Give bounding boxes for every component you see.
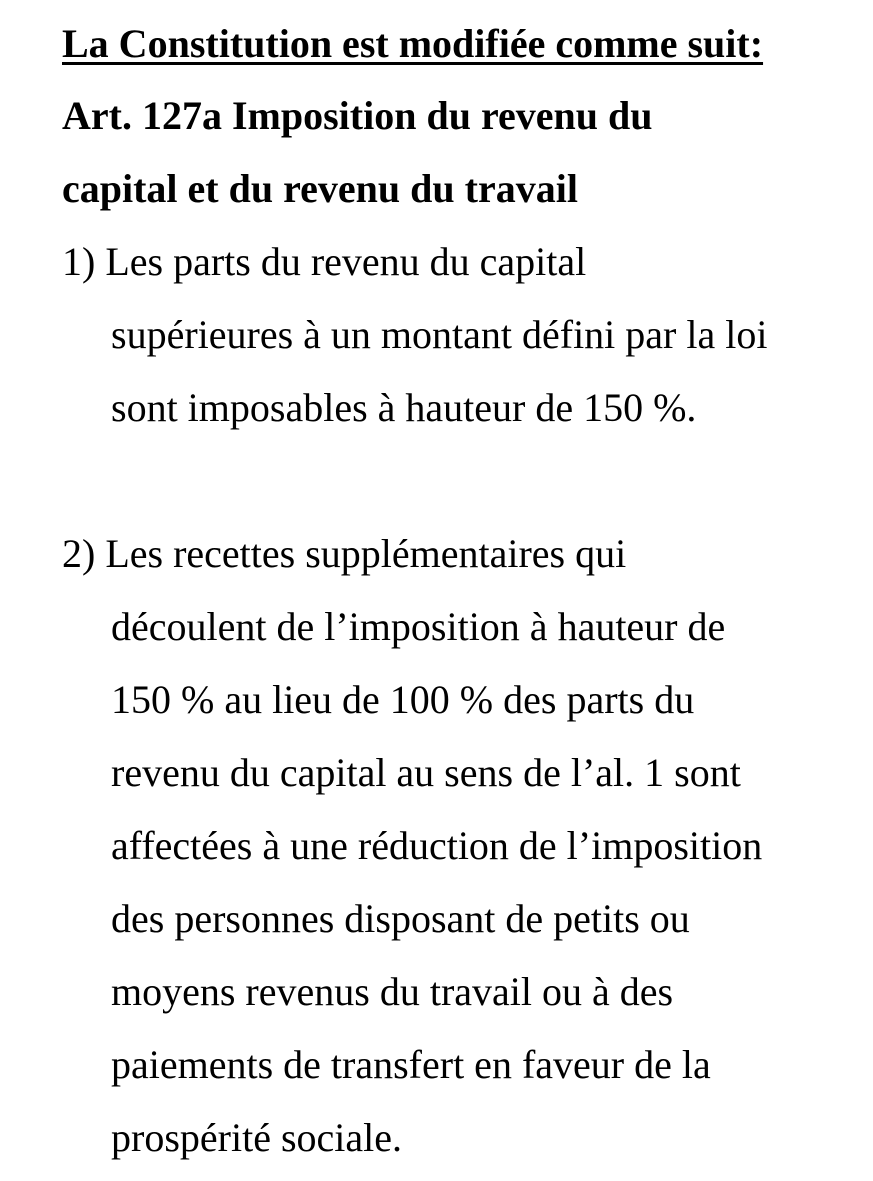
paragraph-2-line: prospérité sociale. — [111, 1115, 402, 1160]
paragraph-1-line: sont imposables à hauteur de 150 %. — [111, 385, 697, 430]
document-heading: La Constitution est modifiée comme suit: — [62, 21, 764, 66]
paragraph-2-line: 150 % au lieu de 100 % des parts du — [111, 677, 695, 722]
article-title-line: capital et du revenu du travail — [62, 166, 578, 211]
paragraph-2-line: paiements de transfert en faveur de la — [111, 1042, 711, 1087]
paragraph-1-line: supérieures à un montant défini par la loi — [111, 312, 768, 357]
paragraph-2-line: revenu du capital au sens de l’al. 1 sont — [111, 750, 741, 795]
article-title-line: Art. 127a Imposition du revenu du — [62, 93, 653, 138]
paragraph-1-line: 1) Les parts du revenu du capital — [62, 239, 587, 284]
paragraph-2-line: découlent de l’imposition à hauteur de — [111, 604, 726, 649]
paragraph-2-line: 2) Les recettes supplémentaires qui — [62, 531, 627, 576]
paragraph-2-line: des personnes disposant de petits ou — [111, 896, 690, 941]
paragraph-2-line: affectées à une réduction de l’imposition — [111, 823, 763, 868]
paragraph-2-line: moyens revenus du travail ou à des — [111, 969, 674, 1014]
